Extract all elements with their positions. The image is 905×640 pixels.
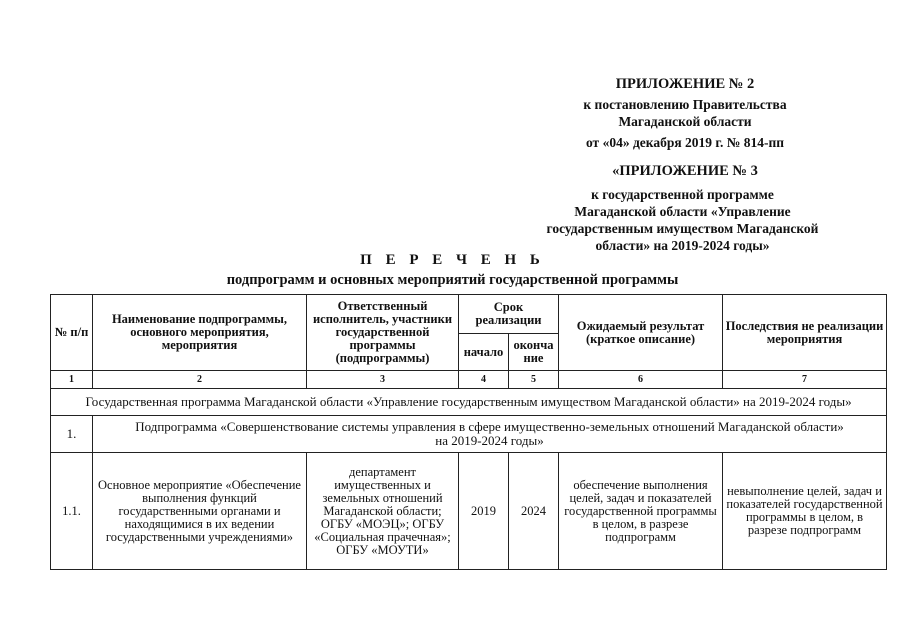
header-consequences: Последствия не реализации мероприятия bbox=[723, 295, 887, 371]
document-subtitle: подпрограмм и основных мероприятий государственной программы bbox=[226, 272, 679, 288]
row-consequences: невыполнение целей, задач и показателей государственной программы в целом, в разрезе подпрограмм bbox=[723, 453, 887, 570]
col-number-2: 2 bbox=[93, 371, 307, 389]
measures-table bbox=[50, 294, 887, 570]
appendix-2-heading bbox=[520, 76, 850, 93]
row-name: Основное мероприятие «Обеспечение выполнения функций государственными органами и находящимися в их ведении государственными учреждениями» bbox=[93, 453, 307, 570]
program-line-2: Магаданской области «Управление bbox=[574, 204, 791, 219]
col-number-1: 1 bbox=[51, 371, 93, 389]
row-end: 2024 bbox=[509, 453, 559, 570]
header-result: Ожидаемый результат (краткое описание) bbox=[559, 295, 723, 371]
header-num: № п/п bbox=[51, 295, 93, 371]
row-num: 1.1. bbox=[51, 453, 93, 570]
program-reference bbox=[515, 186, 850, 254]
resolution-reference bbox=[520, 96, 850, 130]
date-line: от «04» декабря 2019 г. № 814-пп bbox=[585, 135, 784, 150]
table-row bbox=[51, 453, 887, 570]
header-name: Наименование подпрограммы, основного мероприятия, мероприятия bbox=[93, 295, 307, 371]
col-number-3: 3 bbox=[307, 371, 459, 389]
document-title: П Е Р Е Ч Е Н Ь bbox=[360, 252, 545, 268]
subprogram-title: Подпрограмма «Совершенствование системы управления в сфере имущественно-земельных отношений Магаданской области» на 2019-2024 годы» bbox=[93, 416, 887, 453]
appendix-3-label: «ПРИЛОЖЕНИЕ № 3 bbox=[612, 163, 758, 179]
program-title-cell: Государственная программа Магаданской области «Управление государственным имуществом Магаданской области» на 2019-2024 годы» bbox=[51, 389, 887, 416]
row-executor: департамент имущественных и земельных отношений Магаданской области; ОГБУ «МОЭЦ»; ОГБУ «Социальная прачечная»; ОГБУ «МОУТИ» bbox=[307, 453, 459, 570]
header-executor: Ответственный исполнитель, участники государственной программы (подпрограммы) bbox=[307, 295, 459, 371]
program-line-3: государственным имуществом Магаданской bbox=[546, 221, 819, 236]
appendix-2-label: ПРИЛОЖЕНИЕ № 2 bbox=[615, 76, 755, 92]
appendix-3-heading bbox=[520, 163, 850, 180]
header-end: оконча ние bbox=[509, 334, 559, 371]
row-start: 2019 bbox=[459, 453, 509, 570]
col-number-6: 6 bbox=[559, 371, 723, 389]
header-start: начало bbox=[459, 334, 509, 371]
subprogram-num: 1. bbox=[51, 416, 93, 453]
header-row-1 bbox=[51, 295, 887, 334]
row-result: обеспечение выполнения целей, задач и показателей государственной программы в целом, в разрезе подпрограмм bbox=[559, 453, 723, 570]
program-line-4: области» на 2019-2024 годы» bbox=[595, 238, 770, 253]
column-number-row bbox=[51, 371, 887, 389]
subprogram-row bbox=[51, 416, 887, 453]
resolution-line-2: Магаданской области bbox=[618, 114, 752, 129]
resolution-line-1: к постановлению Правительства bbox=[583, 97, 787, 112]
program-line-1: к государственной программе bbox=[591, 187, 774, 202]
col-number-4: 4 bbox=[459, 371, 509, 389]
resolution-date bbox=[520, 134, 850, 151]
header-term: Срок реализации bbox=[459, 295, 559, 334]
col-number-7: 7 bbox=[723, 371, 887, 389]
col-number-5: 5 bbox=[509, 371, 559, 389]
program-row bbox=[51, 389, 887, 416]
